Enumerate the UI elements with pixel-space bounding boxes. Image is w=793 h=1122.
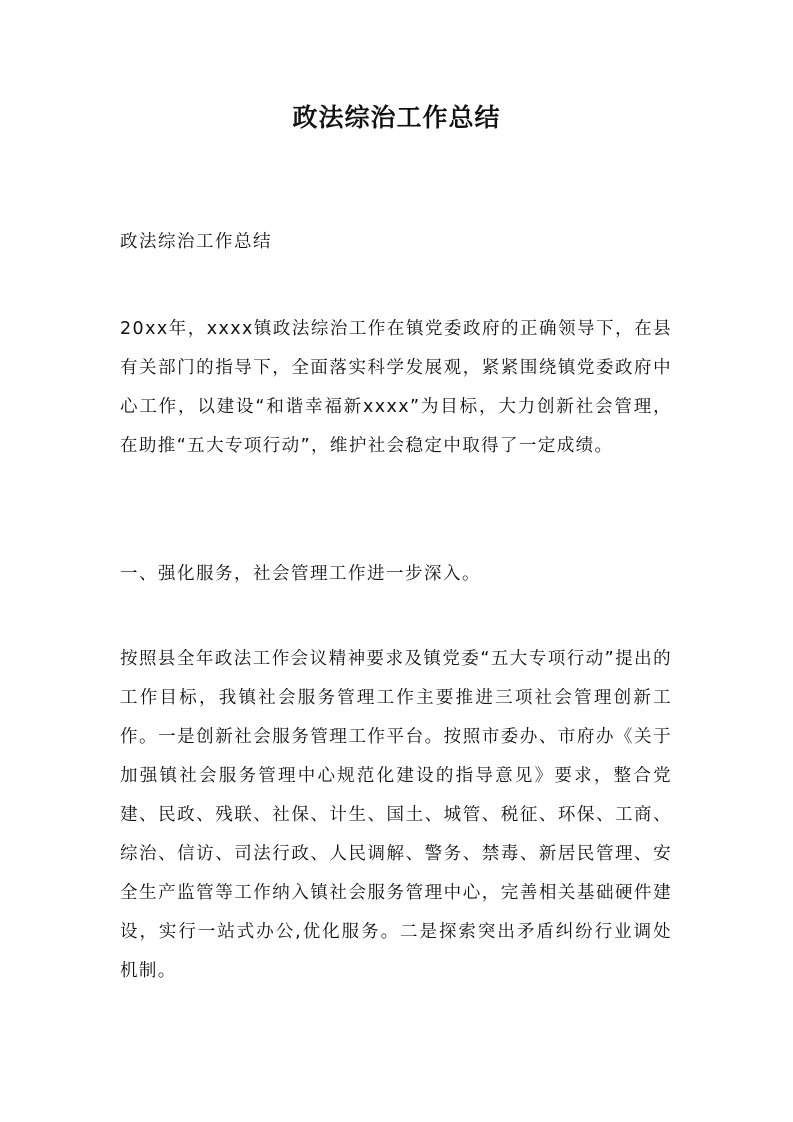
paragraph-section-1: 按照县全年政法工作会议精神要求及镇党委“五大专项行动”提出的工作目标，我镇社会服务管理工作主要推进三项社会管理创新工作。一是创新社会服务管理工作平台。按照市委办、市府办《关于加强镇社会服务管理中心规范化建设的指导意见》要求，整合党建、民政、残联、社保、计生、国土、城管、税征、环保、工商、综治、信访、司法行政、人民调解、警务、禁毒、新居民管理、安全生产监管等工作纳入镇社会服务管理中心，完善相关基础硬件建设，实行一站式办公,优化服务。二是探索突出矛盾纠纷行业调处机制。 (120, 649, 672, 981)
paragraph-intro: 20xx年，xxxx镇政法综治工作在镇党委政府的正确领导下，在县有关部门的指导下，全面落实科学发展观，紧紧围绕镇党委政府中心工作，以建设“和谐幸福新xxxx”为目标，大力创新社会管理，在助推“五大专项行动”，维护社会稳定中取得了一定成绩。 (120, 319, 672, 456)
section-heading: 一、强化服务，社会管理工作进一步深入。 (120, 564, 481, 584)
document-subtitle: 政法综治工作总结 (120, 232, 272, 252)
document-title: 政法综治工作总结 (292, 103, 501, 132)
